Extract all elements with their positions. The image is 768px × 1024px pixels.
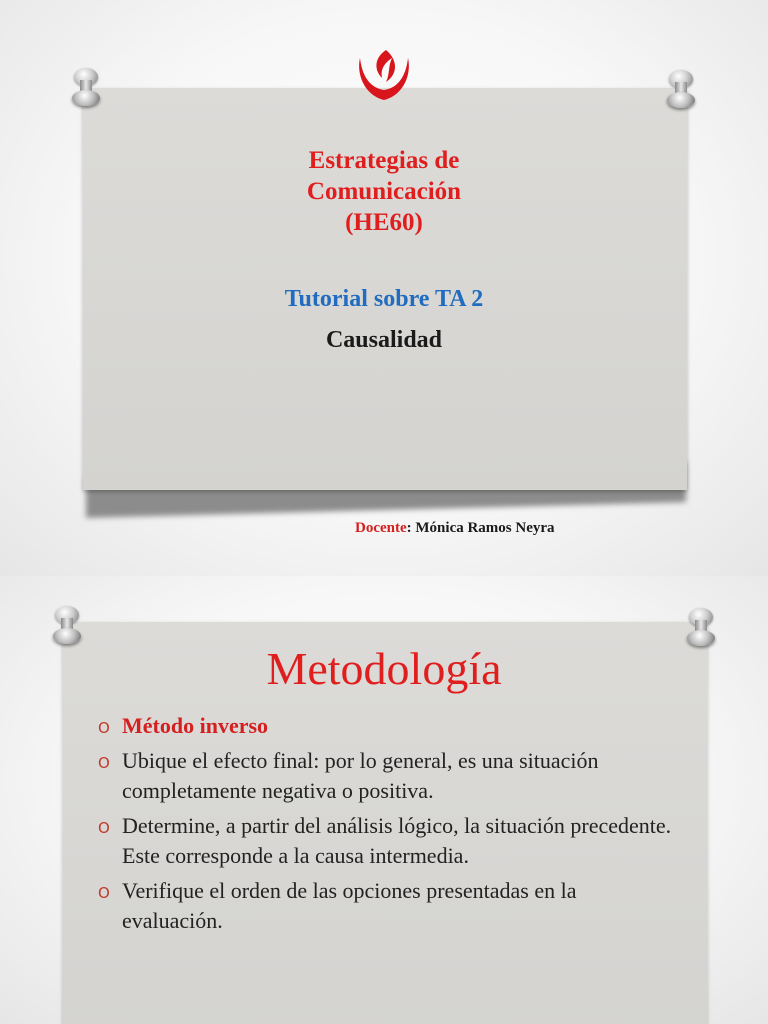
- bullet-marker-icon: O: [98, 819, 110, 837]
- list-item-text: Determine, a partir del análisis lógico, la situación precedente. Este corresponde a la causa intermedia.: [122, 813, 672, 868]
- list-item: [98, 811, 673, 871]
- list-item: [98, 876, 673, 936]
- tutorial-subtitle: Tutorial sobre TA 2: [284, 286, 484, 312]
- docente-name: : Mónica Ramos Neyra: [406, 520, 555, 536]
- slide-heading: Metodología: [266, 643, 502, 694]
- bullet-marker-icon: O: [98, 719, 110, 737]
- pushpin-icon: [71, 68, 101, 106]
- topic-label: Causalidad: [325, 327, 443, 353]
- bullet-marker-icon: O: [98, 884, 110, 902]
- list-item-text: Método inverso: [122, 713, 269, 738]
- slide-metodologia: [0, 576, 768, 1024]
- course-title-line: Comunicación: [306, 178, 462, 205]
- course-title-line: (HE60): [345, 209, 423, 236]
- list-item-text: Verifique el orden de las opciones presentadas en la evaluación.: [122, 878, 577, 933]
- list-item-text: Ubique el efecto final: por lo general, es una situación completamente negativa o positiva.: [122, 748, 599, 803]
- pushpin-icon: [686, 608, 716, 646]
- pushpin-icon: [52, 606, 82, 644]
- bullet-marker-icon: O: [98, 754, 110, 772]
- list-item: [98, 746, 673, 806]
- docente-label: Docente: [355, 520, 407, 536]
- course-title: [0, 145, 768, 238]
- docente-line: [355, 520, 555, 537]
- pushpin-icon: [666, 70, 696, 108]
- bullet-list: [98, 711, 673, 941]
- course-title-line: Estrategias de: [308, 147, 460, 174]
- list-item: [98, 711, 673, 741]
- upc-flame-logo-icon: [352, 46, 416, 102]
